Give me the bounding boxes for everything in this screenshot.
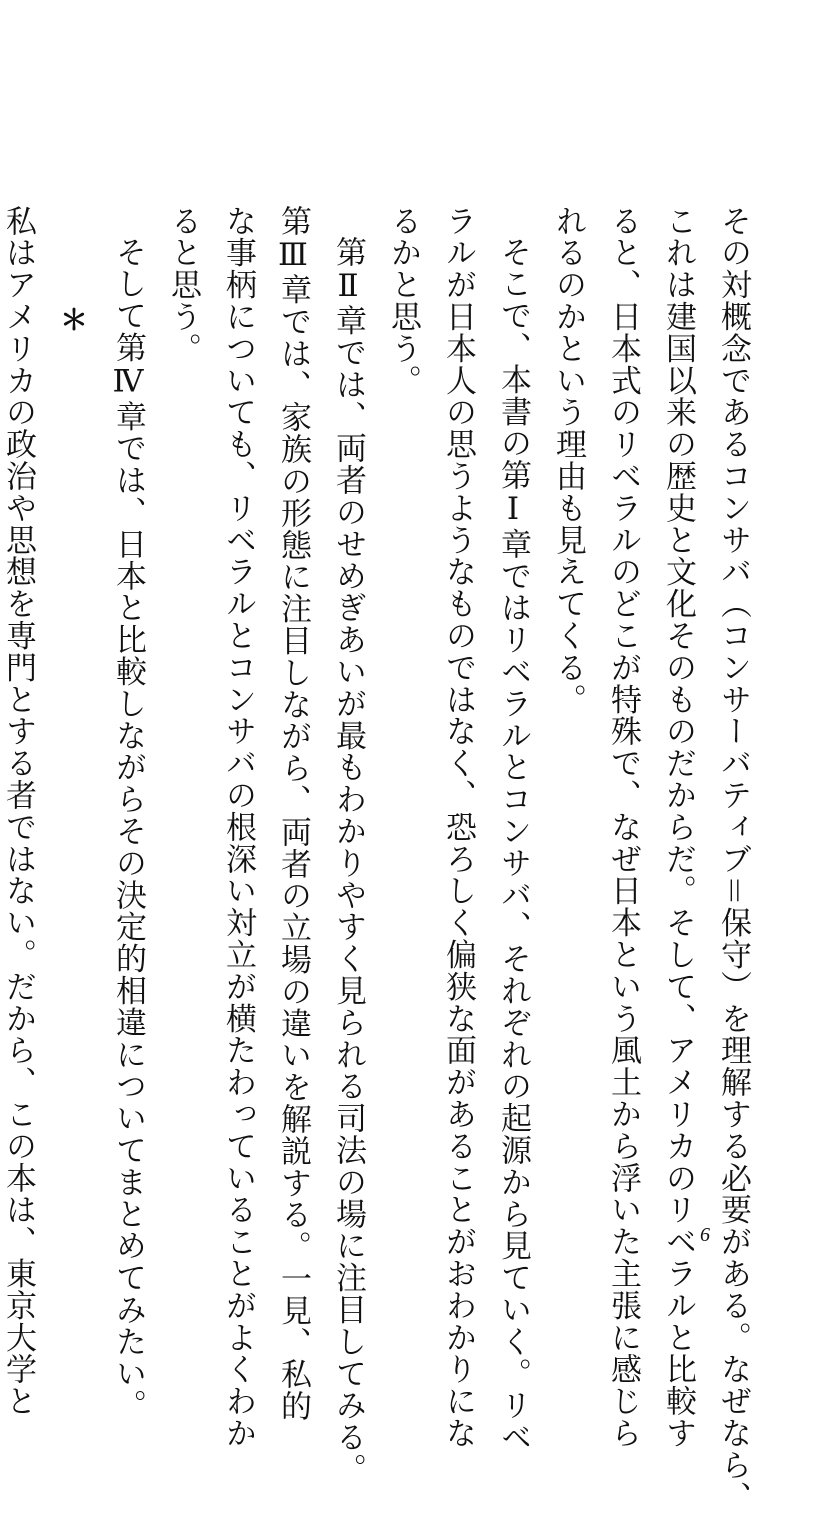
text-column-10: な事柄についても、リベラルとコンサバの根深い対立が横たわっていることがよくわか xyxy=(220,205,256,1450)
text-column-1: その対概念であるコンサバ（コンサーバティブ＝保守）を理解する必要がある。なぜなら、 xyxy=(715,205,751,1513)
text-column-8: 第Ⅱ章では、両者のせめぎあいが最もわかりやすく見られる司法の場に注目してみる。 xyxy=(330,236,366,1486)
vertical-body-text xyxy=(0,205,760,1513)
text-column-4: れるのかという理由も見えてくる。 xyxy=(550,205,586,716)
text-column-3: ると、日本式のリベラルのどこが特殊で、なぜ日本という風土から浮いた主張に感じら xyxy=(605,205,641,1450)
text-column-5: そこで、本書の第Ⅰ章ではリベラルとコンサバ、それぞれの起源から見ていく。リベ xyxy=(495,236,531,1454)
text-column-13: 私はアメリカの政治や思想を専門とする者ではない。だから、この本は、東京大学と xyxy=(0,205,36,1418)
text-column-12: そして第Ⅳ章では、日本と比較しながらその決定的相違についてまとめてみたい。 xyxy=(110,236,146,1422)
text-column-6: ラルが日本人の思うようなものではなく、恐ろしく偏狭な面があることがおわかりにな xyxy=(440,205,476,1450)
page-number: 6 xyxy=(700,1224,710,1246)
section-break-asterisk: ＊ xyxy=(56,305,89,334)
text-column-2: これは建国以来の歴史と文化そのものだからだ。そして、アメリカのリベラルと比較す xyxy=(660,205,696,1450)
text-column-7: るかと思う。 xyxy=(385,205,421,397)
text-column-11: ると思う。 xyxy=(165,205,201,365)
text-column-9: 第Ⅲ章では、家族の形態に注目しながら、両者の立場の違いを解説する。一見、私的 xyxy=(275,205,311,1423)
